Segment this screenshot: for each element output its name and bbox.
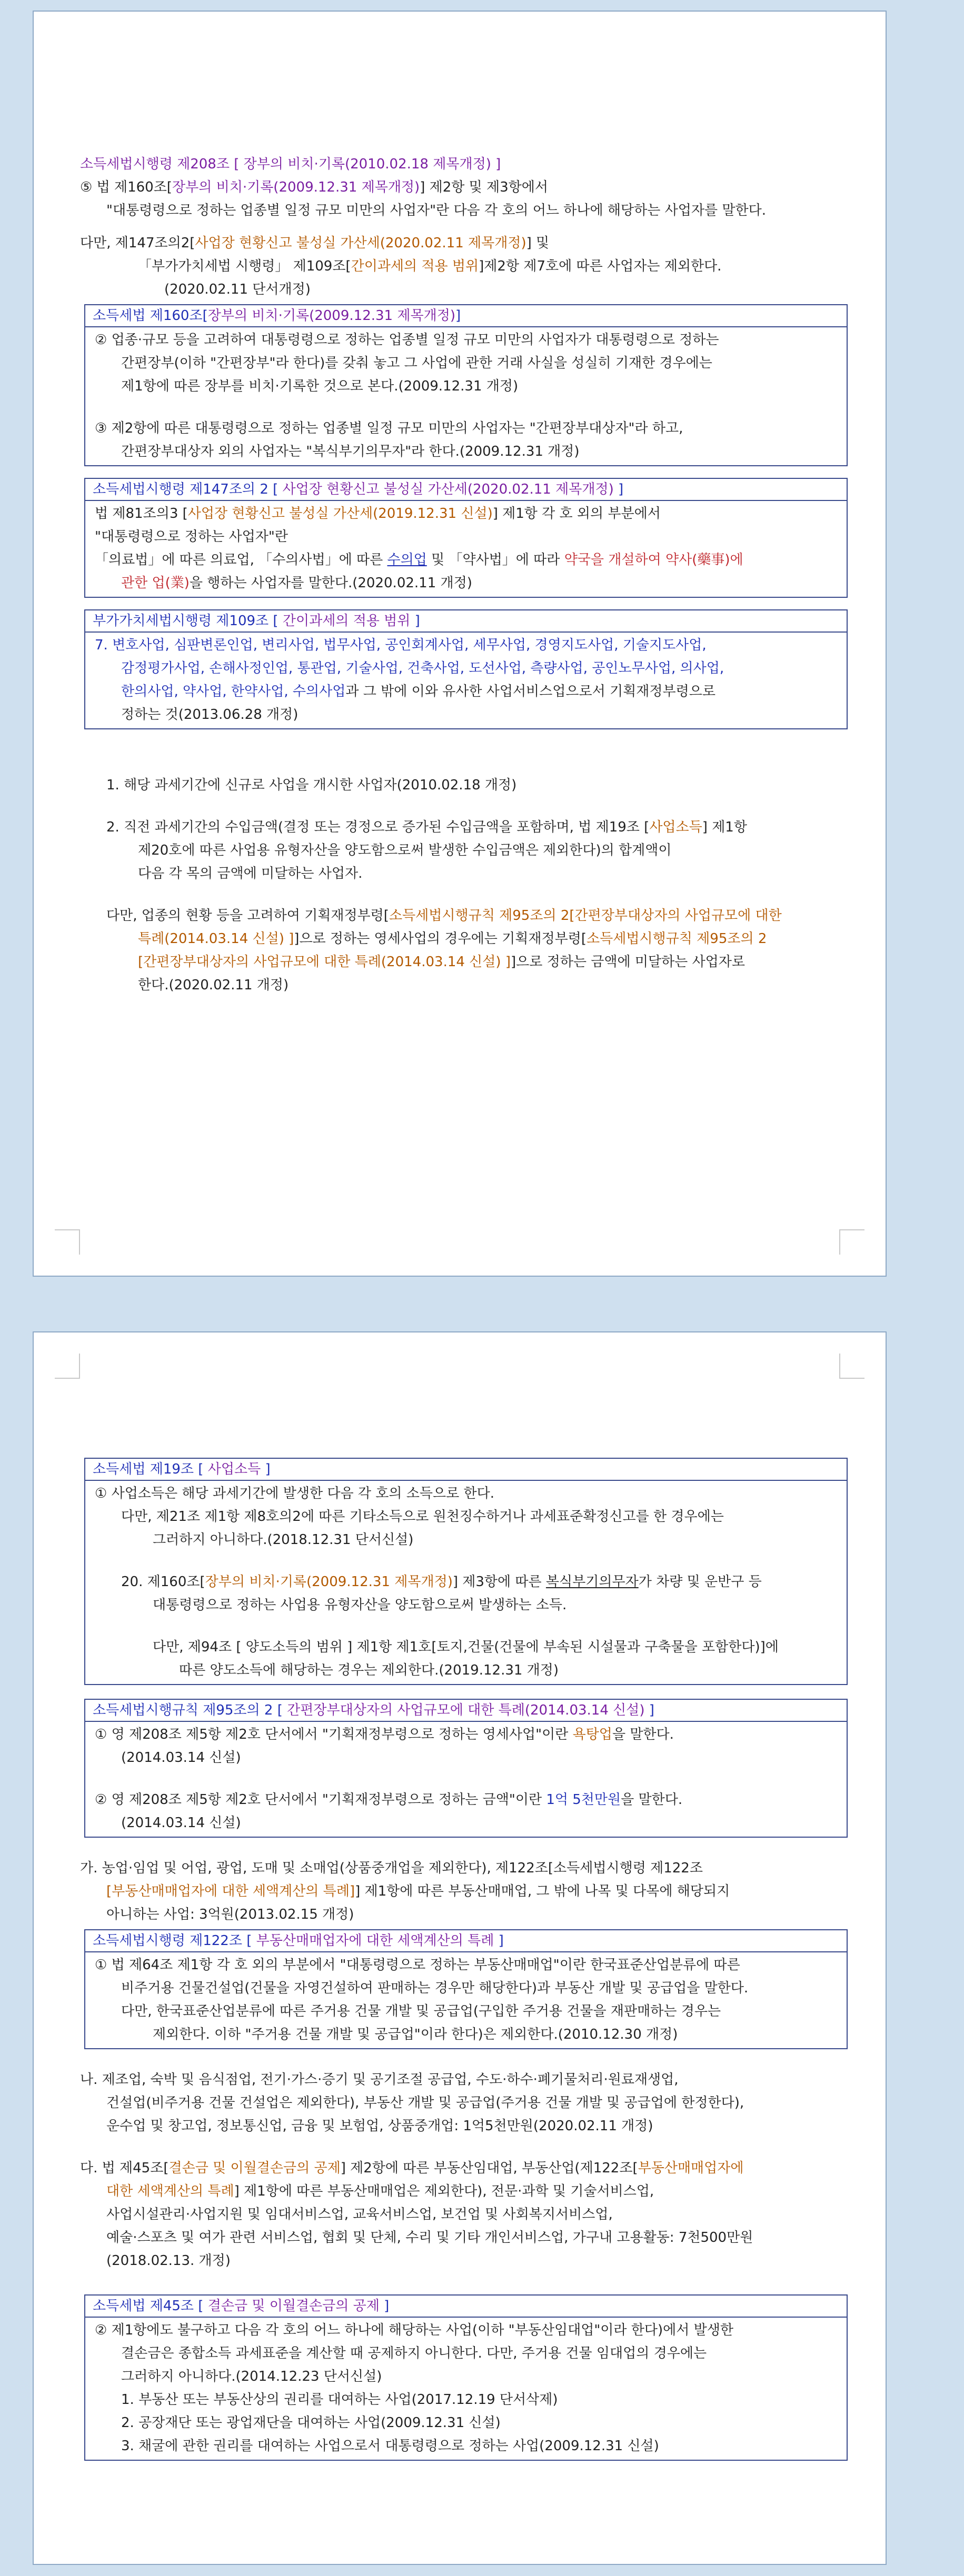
article-208-proviso-line3: (2020.02.11 단서개정) [164, 282, 311, 297]
proviso-paragraph: 다만, 업종의 현황 등을 고려하여 기획재정부령[소득세법시행규칙 제95조의 2[간편장부대상자의 사업규모에 대한 [106, 908, 782, 924]
box-line: 법 제81조의3 [사업장 현황신고 불성실 가산세(2019.12.31 신설)] 제1항 각 호 외의 부분에서 [95, 506, 661, 522]
sub-item-na-line2: 건설업(비주거용 건물 건설업은 제외한다), 부동산 개발 및 공급업(주거용 건물 개발 및 공급업에 한정한다), [106, 2095, 744, 2111]
proviso-line4: 한다.(2020.02.11 개정) [138, 977, 289, 993]
reference-box-header: 부가가치세법시행령 제109조 [ 간이과세의 적용 범위 ] [85, 610, 847, 633]
page-corner-mark [55, 1354, 80, 1379]
sub-item-ga-line2: [부동산매매업자에 대한 세액계산의 특례]] 제1항에 따른 부동산매매업, 그 밖에 나목 및 다목에 해당되지 [106, 1883, 730, 1899]
box-line: 감정평가사업, 손해사정인업, 통관업, 기술사업, 건축사업, 도선사업, 측량사업, 공인노무사업, 의사업, [121, 660, 724, 676]
reference-box-header: 소득세법시행규칙 제95조의 2 [ 간편장부대상자의 사업규모에 대한 특례(2014.03.14 신설) ] [85, 1700, 847, 1722]
reference-box-article-45 [84, 2294, 848, 2461]
sub-item-da-line3: 사업시설관리·사업지원 및 임대서비스업, 교육서비스업, 보건업 및 사회복지서비스업, [106, 2207, 613, 2222]
box-line: 다만, 제21조 제1항 제8호의2에 따른 기타소득으로 원천징수하거나 과세표준확정신고를 한 경우에는 [121, 1509, 724, 1525]
reference-box-header: 소득세법 제19조 [ 사업소득 ] [85, 1459, 847, 1481]
box-line: 제1항에 따른 장부를 비치·기록한 것으로 본다.(2009.12.31 개정) [121, 378, 519, 394]
reference-box-header: 소득세법 제160조[장부의 비치·기록(2009.12.31 제목개정)] [85, 305, 847, 327]
reference-box-header: 소득세법시행령 제147조의 2 [ 사업장 현황신고 불성실 가산세(2020.02.11 제목개정) ] [85, 479, 847, 501]
sub-item-da-line4: 예술·스포츠 및 여가 관련 서비스업, 협회 및 단체, 수리 및 기타 개인서비스업, 가구내 고용활동: 7천500만원 [106, 2230, 753, 2246]
box-line: 다만, 제94조 [ 양도소득의 범위 ] 제1항 제1호[토지,건물(건물에 부속된 시설물과 구축물을 포함한다)]에 [153, 1639, 779, 1655]
sub-item-ga: 가. 농업·임업 및 어업, 광업, 도매 및 소매업(상품중개업을 제외한다), 제122조[소득세법시행령 제122조 [80, 1860, 703, 1876]
page-corner-mark [55, 1229, 80, 1255]
sub-item-da-line5: (2018.02.13. 개정) [106, 2253, 231, 2269]
box-line: 제외한다. 이하 "주거용 건물 개발 및 공급업"이라 한다)은 제외한다.(2010.12.30 개정) [153, 2027, 678, 2042]
sub-item-ga-line3: 아니하는 사업: 3억원(2013.02.15 개정) [106, 1907, 354, 1922]
page-1-content [80, 153, 849, 997]
reference-box-article-19 [84, 1458, 848, 1685]
box-line: 7. 변호사업, 심판변론인업, 변리사업, 법무사업, 공인회계사업, 세무사업, 경영지도사업, 기술지도사업, [95, 637, 707, 653]
reference-box-article-160 [84, 304, 848, 466]
box-line: ① 사업소득은 해당 과세기간에 발생한 다음 각 호의 소득으로 한다. [95, 1486, 494, 1501]
sub-item-da: 다. 법 제45조[결손금 및 이월결손금의 공제] 제2항에 따른 부동산임대업, 부동산업(제122조[부동산매매업자에 [80, 2160, 744, 2176]
box-line: (2014.03.14 신설) [121, 1750, 241, 1766]
box-line: 그러하지 아니하다.(2014.12.23 단서신설) [121, 2369, 382, 2384]
document-page-2 [33, 1331, 887, 2565]
box-line: 3. 채굴에 관한 권리를 대여하는 사업으로서 대통령령으로 정하는 사업(2009.12.31 신설) [121, 2438, 659, 2454]
box-line: 그러하지 아니하다.(2018.12.31 단서신설) [153, 1532, 414, 1548]
box-line: (2014.03.14 신설) [121, 1815, 241, 1831]
item-2: 2. 직전 과세기간의 수입금액(결정 또는 경정으로 증가된 수입금액을 포함하며, 법 제19조 [사업소득] 제1항 [106, 819, 747, 835]
box-line: 결손금은 종합소득 과세표준을 계산할 때 공제하지 아니한다. 다만, 주거용 건물 임대업의 경우에는 [121, 2346, 707, 2361]
box-line: ① 영 제208조 제5항 제2호 단서에서 "기획재정부령으로 정하는 영세사업"이란 욕탕업을 말한다. [95, 1727, 674, 1742]
box-line: ② 업종·규모 등을 고려하여 대통령령으로 정하는 업종별 일정 규모 미만의 사업자가 대통령령으로 정하는 [95, 332, 719, 348]
item-1: 1. 해당 과세기간에 신규로 사업을 개시한 사업자(2010.02.18 개정) [106, 777, 517, 793]
box-line: ② 영 제208조 제5항 제2호 단서에서 "기획재정부령으로 정하는 금액"이란 1억 5천만원을 말한다. [95, 1792, 683, 1808]
document-page-1 [33, 11, 887, 1277]
reference-box-header: 소득세법시행령 제122조 [ 부동산매매업자에 대한 세액계산의 특례 ] [85, 1930, 847, 1952]
box-line: 관한 업(業)을 행하는 사업자를 말한다.(2020.02.11 개정) [121, 575, 472, 591]
box-line: ② 제1항에도 불구하고 다음 각 호의 어느 하나에 해당하는 사업(이하 "부동산임대업"이라 한다)에서 발생한 [95, 2322, 733, 2338]
box-line: 정하는 것(2013.06.28 개정) [121, 707, 299, 723]
page-2-content [80, 1455, 849, 2461]
box-line: 간편장부대상자 외의 사업자는 "복식부기의무자"라 한다.(2009.12.31 개정) [121, 444, 580, 459]
box-line: 한의사업, 약사업, 한약사업, 수의사업과 그 밖에 이와 유사한 사업서비스업으로서 기획재정부령으로 [121, 684, 715, 699]
box-line: ③ 제2항에 따른 대통령령으로 정하는 업종별 일정 규모 미만의 사업자는 "간편장부대상자"라 하고, [95, 420, 683, 436]
box-line: 1. 부동산 또는 부동산상의 권리를 대여하는 사업(2017.12.19 단서삭제) [121, 2392, 558, 2408]
item-2-line2: 제20호에 따른 사업용 유형자산을 양도함으로써 발생한 수입금액은 제외한다)의 합계액이 [138, 843, 672, 858]
page-corner-mark [839, 1229, 864, 1255]
proviso-line3: [간편장부대상자의 사업규모에 대한 특례(2014.03.14 신설) ]]으로 정하는 금액에 미달하는 사업자로 [138, 954, 746, 970]
reference-box-article-147-2 [84, 478, 848, 598]
box-line: 20. 제160조[장부의 비치·기록(2009.12.31 제목개정)] 제3항에 따른 복식부기의무자가 차량 및 운반구 등 [121, 1574, 762, 1590]
reference-box-vat-article-109 [84, 609, 848, 729]
article-208-proviso-line2: 「부가가치세법 시행령」 제109조[간이과세의 적용 범위]제2항 제7호에 따른 사업자는 제외한다. [138, 258, 722, 274]
article-208-title: 소득세법시행령 제208조 [ 장부의 비치·기록(2010.02.18 제목개정) ] [80, 156, 501, 172]
box-line: ① 법 제64조 제1항 각 호 외의 부분에서 "대통령령으로 정하는 부동산매매업"이란 한국표준산업분류에 따른 [95, 1957, 740, 1973]
box-line: 2. 공장재단 또는 광업재단을 대여하는 사업(2009.12.31 신설) [121, 2415, 501, 2431]
sub-item-da-line2: 대한 세액계산의 특례] 제1항에 따른 부동산매매업은 제외한다), 전문·과학 및 기술서비스업, [106, 2183, 654, 2199]
box-line: 「의료법」에 따른 의료업, 「수의사법」에 따른 수의업 및 「약사법」에 따라 약국을 개설하여 약사(藥事)에 [95, 552, 743, 568]
box-line: 따른 양도소득에 해당하는 경우는 제외한다.(2019.12.31 개정) [179, 1662, 559, 1678]
item-2-line3: 다음 각 목의 금액에 미달하는 사업자. [138, 866, 363, 881]
article-208-para5: ⑤ 법 제160조[장부의 비치·기록(2009.12.31 제목개정)] 제2항 및 제3항에서 [80, 179, 549, 195]
sub-item-na-line3: 운수업 및 창고업, 정보통신업, 금융 및 보험업, 상품중개업: 1억5천만원(2020.02.11 개정) [106, 2118, 653, 2134]
reference-box-header: 소득세법 제45조 [ 결손금 및 이월결손금의 공제 ] [85, 2296, 847, 2318]
box-line: 간편장부(이하 "간편장부"라 한다)를 갖춰 놓고 그 사업에 관한 거래 사실을 성실히 기재한 경우에는 [121, 355, 712, 371]
reference-box-article-122 [84, 1929, 848, 2049]
box-line: 다만, 한국표준산업분류에 따른 주거용 건물 개발 및 공급업(구입한 주거용 건물을 재판매하는 경우는 [121, 2003, 721, 2019]
box-line: 대통령령으로 정하는 사업용 유형자산을 양도함으로써 발생하는 소득. [153, 1597, 567, 1613]
page-corner-mark [839, 1354, 864, 1379]
box-line: "대통령령으로 정하는 사업자"란 [95, 529, 288, 545]
article-208-para5-text: "대통령령으로 정하는 업종별 일정 규모 미만의 사업자"란 다음 각 호의 어느 하나에 해당하는 사업자를 말한다. [106, 203, 766, 218]
box-line: 비주거용 건물건설업(건물을 자영건설하여 판매하는 경우만 해당한다)과 부동산 개발 및 공급업을 말한다. [121, 1980, 749, 1996]
proviso-line2: 특례(2014.03.14 신설) ]]으로 정하는 영세사업의 경우에는 기획재정부령[소득세법시행규칙 제95조의 2 [138, 931, 767, 947]
reference-box-rule-95-2 [84, 1699, 848, 1838]
sub-item-na: 나. 제조업, 숙박 및 음식점업, 전기·가스·증기 및 공기조절 공급업, 수도·하수·폐기물처리·원료재생업, [80, 2072, 679, 2088]
article-208-proviso: 다만, 제147조의2[사업장 현황신고 불성실 가산세(2020.02.11 제목개정)] 및 [80, 235, 550, 251]
